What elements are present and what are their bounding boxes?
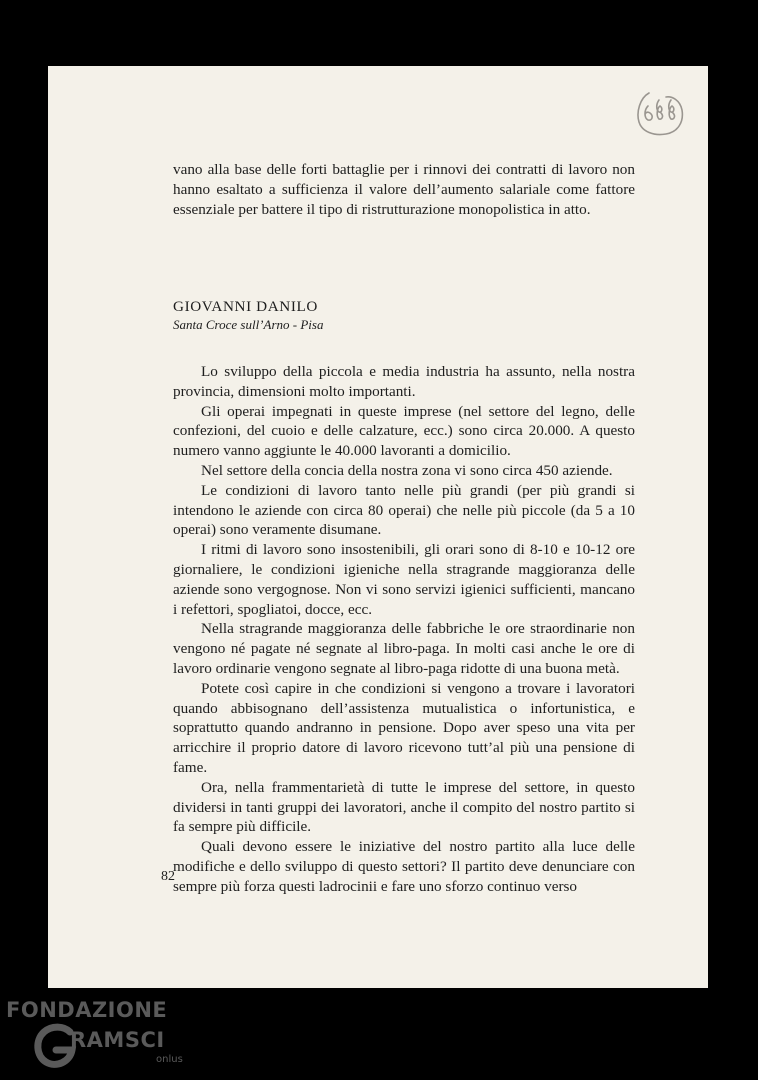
intro-paragraph: vano alla base delle forti battaglie per i rinnovi dei contratti di lavoro non hanno esaltato a sufficienza il valore dell’aumento salariale come fattore essenziale per battere il tipo di ristrutturazione monopolistica in atto. <box>173 161 635 218</box>
watermark-line2: RAMSCI <box>70 1028 165 1052</box>
watermark-sub: onlus <box>156 1054 183 1065</box>
paragraph: Nella stragrande maggioranza delle fabbriche le ore straordinarie non vengono né pagate né segnate al libro-paga. In molti casi anche le ore di lavoro ordinarie vengono segnate al libro-paga ridotte di una buona metà. <box>173 620 635 677</box>
paragraph: Le condizioni di lavoro tanto nelle più grandi (per più grandi si intendono le aziende con circa 80 operai) che nelle più piccole (da 5 a 10 operai) sono veramente disumane. <box>173 481 635 539</box>
body-text <box>173 362 635 897</box>
paragraph: Nel settore della concia della nostra zona vi sono circa 450 aziende. <box>201 461 613 479</box>
paragraph: Ora, nella frammentarietà di tutte le imprese del settore, in questo dividersi in tanti gruppi dei lavoratori, anche il compito del nostro partito si fa sempre più difficile. <box>173 778 635 836</box>
paragraph: Gli operai impegnati in queste imprese (nel settore del legno, delle confezioni, del cuoio e delle calzature, ecc.) sono circa 20.000. A questo numero vanno aggiunte le 40.000 lavoranti a domicilio. <box>173 402 635 460</box>
paragraph: Quali devono essere le iniziative del nostro partito alla luce delle modifiche e dello sviluppo di questo settori? Il partito deve denunciare con sempre più forza questi ladrocinii e fare uno sforzo continuo verso <box>173 838 635 895</box>
fondazione-gramsci-watermark <box>0 992 200 1080</box>
document-page <box>48 66 708 988</box>
author-location: Santa Croce sull’Arno - Pisa <box>173 317 324 332</box>
paragraph: Lo sviluppo della piccola e media industria ha assunto, nella nostra provincia, dimensioni molto importanti. <box>173 363 635 400</box>
watermark-line1: FONDAZIONE <box>6 998 168 1022</box>
paragraph: I ritmi di lavoro sono insostenibili, gli orari sono di 8-10 e 10-12 ore giornaliere, le condizioni igieniche nella stragrande maggioranza delle aziende sono vergognose. Non vi sono servizi igienici sufficienti, mancano i refettori, spogliatoi, docce, ecc. <box>173 541 635 618</box>
paragraph: Potete così capire in che condizioni si vengono a trovare i lavoratori quando abbisognano dell’assistenza mutualistica o infortunistica, e soprattutto quando andranno in pensione. Dopo aver speso una vita per arricchire il proprio datore di lavoro ricevono tutt’al più una pensione di fame. <box>173 679 635 776</box>
author-heading <box>173 298 323 333</box>
page-number: 82 <box>161 869 175 884</box>
author-name: GIOVANNI DANILO <box>173 298 318 315</box>
handwritten-annotation-icon <box>632 86 688 138</box>
